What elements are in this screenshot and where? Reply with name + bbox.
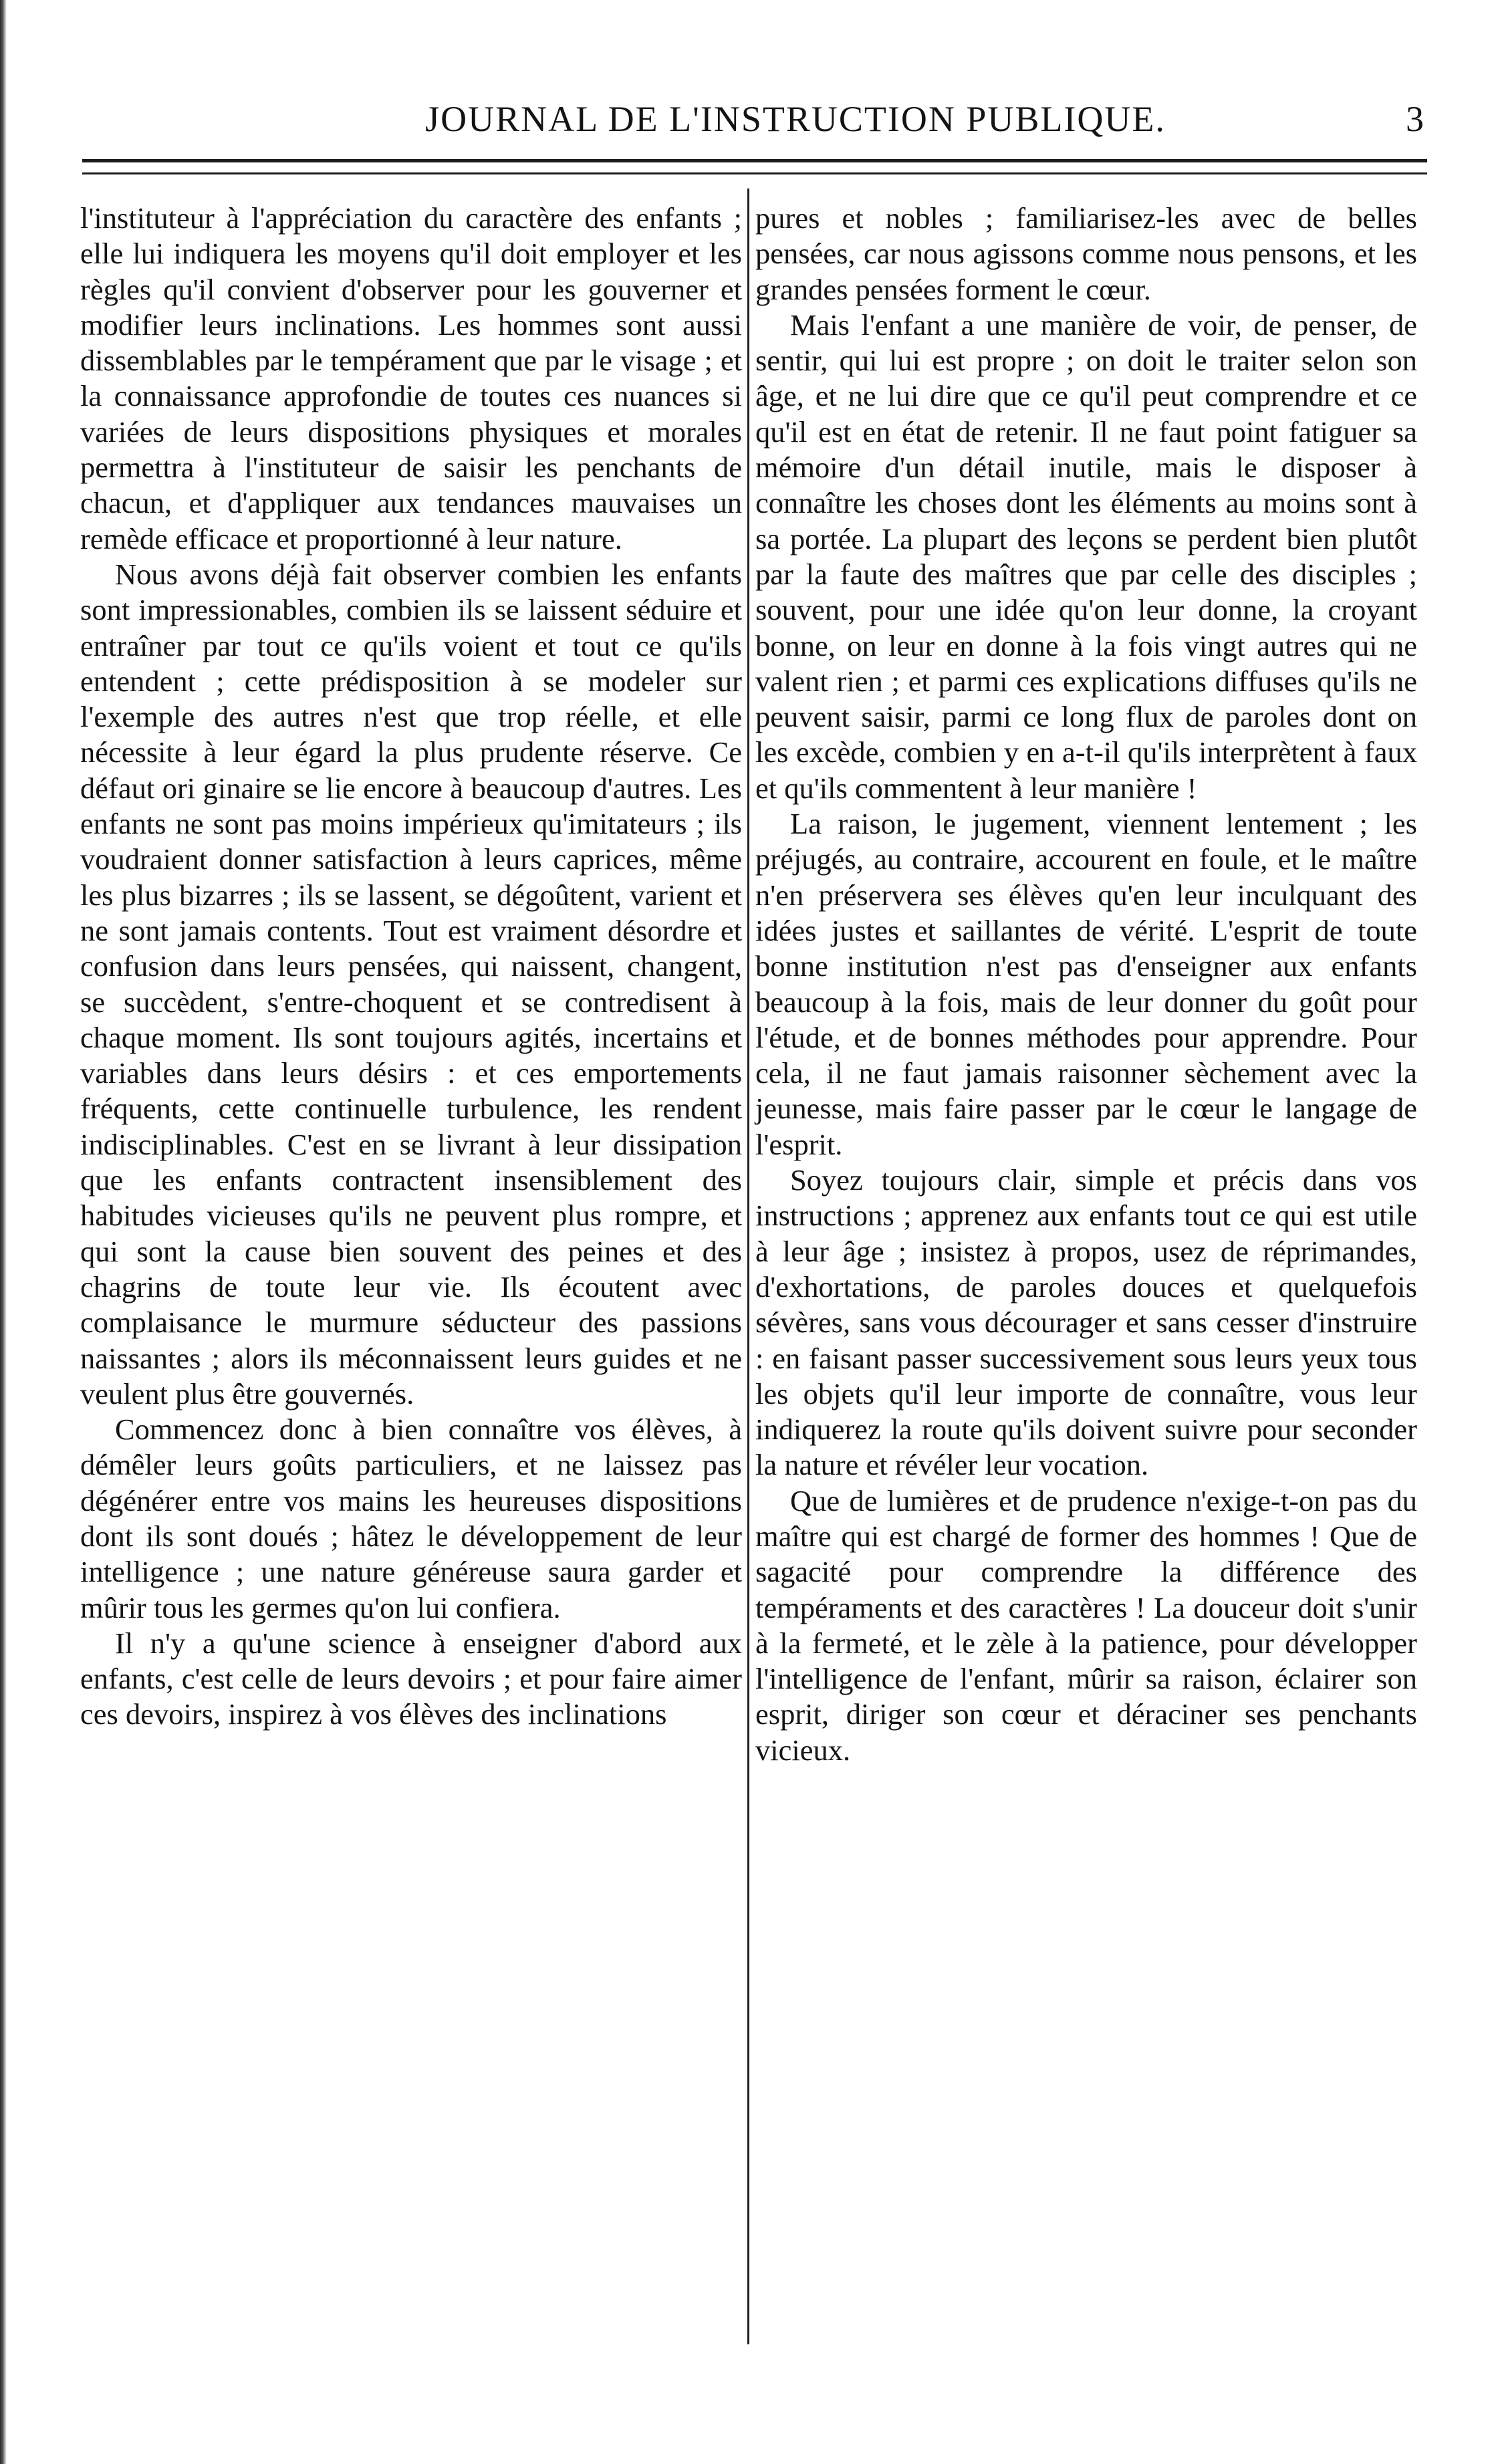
header-rule-bottom <box>82 172 1427 174</box>
paragraph: Soyez toujours clair, simple et précis dans vos instructions ; apprenez aux enfants tout ce qui est utile à leur âge ; insistez à propos, usez de réprimandes, d'exhortations, de paroles douces et quelquefois sévères, sans vous décourager et sans cesser d'instruire : en faisant passer successivement sous leurs yeux tous les objets qu'il leur importe de connaître, vous leur indiquerez la route qu'ils doivent suivre pour seconder la nature et révéler leur vocation. <box>755 1163 1417 1482</box>
paragraph: Commencez donc à bien connaître vos élèves, à démêler leurs goûts particuliers, et ne laissez pas dégénérer entre vos mains les heureuses dispositions dont ils sont doués ; hâtez le développement de leur intelligence ; une nature généreuse saura garder et mûrir tous les germes qu'on lui confiera. <box>80 1412 742 1624</box>
paragraph: La raison, le jugement, viennent lentement ; les préjugés, au contraire, accourent en foule, et le maître n'en préservera ses élèves qu'en leur inculquant des idées justes et saillantes de vérité. L'esprit de toute bonne institution n'est pas d'enseigner aux enfants beaucoup à la fois, mais de leur donner du goût pour l'étude, et de bonnes méthodes pour apprendre. Pour cela, il ne faut jamais raisonner sèchement avec la jeunesse, mais faire passer par le cœur le langage de l'esprit. <box>755 807 1417 1161</box>
binding-edge <box>0 0 7 2464</box>
header-rule-top <box>82 159 1427 162</box>
column-divider <box>747 189 749 2344</box>
paragraph: l'instituteur à l'appréciation du caractère des enfants ; elle lui indiquera les moyens qu'il doit employer et les règles qu'il convient d'observer pour les gouverner et modifier leurs inclinations. Les hommes sont aussi dissemblables par le tempérament que par le visage ; et la connaissance approfondie de toutes ces nuances si variées de leurs dispositions physiques et morales permettra à l'instituteur de saisir les penchants de chacun, et d'appliquer aux tendances mauvaises un remède efficace et proportionné à leur nature. <box>80 201 742 556</box>
right-column <box>755 201 1417 1768</box>
paragraph: pures et nobles ; familiarisez-les avec de belles pensées, car nous agissons comme nous pensons, et les grandes pensées forment le cœur. <box>755 201 1417 306</box>
paragraph: Que de lumières et de prudence n'exige-t-on pas du maître qui est chargé de former des hommes ! Que de sagacité pour comprendre la différence des tempéraments et des caractères ! La douceur doit s'unir à la fermeté, et le zèle à la patience, pour développer l'intelligence de l'enfant, mûrir sa raison, éclairer son esprit, diriger son cœur et déraciner ses penchants vicieux. <box>755 1483 1417 1767</box>
running-title: JOURNAL DE L'INSTRUCTION PUBLIQUE. <box>425 99 1166 139</box>
paragraph: Mais l'enfant a une manière de voir, de penser, de sentir, qui lui est propre ; on doit le traiter selon son âge, et ne lui dire que ce qu'il peut comprendre et ce qu'il est en état de retenir. Il ne faut point fatiguer sa mémoire d'un détail inutile, mais le disposer à connaître les choses dont les éléments au moins sont à sa portée. La plupart des leçons se perdent bien plutôt par la faute des maîtres que par celle des disciples ; souvent, pour une idée qu'on leur donne, la croyant bonne, on leur en donne à la fois vingt autres qui ne valent rien ; et parmi ces explications diffuses qu'ils ne peuvent saisir, parmi ce long flux de paroles dont on les excède, combien y en a-t-il qu'ils interprètent à faux et qu'ils commentent à leur manière ! <box>755 307 1417 805</box>
paragraph: Nous avons déjà fait observer combien les enfants sont impressionables, combien ils se laissent séduire et entraîner par tout ce qu'ils voient et tout ce qu'ils entendent ; cette prédisposition à se modeler sur l'exemple des autres n'est que trop réelle, et elle nécessite à leur égard la plus prudente réserve. Ce défaut ori ginaire se lie encore à beaucoup d'autres. Les enfants ne sont pas moins impérieux qu'imitateurs ; ils voudraient donner satisfaction à leurs caprices, même les plus bizarres ; ils se lassent, se dégoûtent, varient et ne sont jamais contents. Tout est vraiment désordre et confusion dans leurs pensées, qui naissent, changent, se succèdent, s'entre-choquent et se contredisent à chaque moment. Ils sont toujours agités, incertains et variables dans leurs désirs : et ces emportements fréquents, cette continuelle turbulence, les rendent indisciplinables. C'est en se livrant à leur dissipation que les enfants contractent insensiblement des habitudes vicieuses qu'ils ne peuvent plus rompre, et qui sont la cause bien souvent des peines et des chagrins de toute leur vie. Ils écoutent avec complaisance le murmure séducteur des passions naissantes ; alors ils méconnaissent leurs guides et ne veulent plus être gouvernés. <box>80 557 742 1410</box>
page-number: 3 <box>1406 99 1424 139</box>
left-column <box>80 201 742 1733</box>
paragraph: Il n'y a qu'une science à enseigner d'abord aux enfants, c'est celle de leurs devoirs ; et pour faire aimer ces devoirs, inspirez à vos élèves des inclinations <box>80 1626 742 1731</box>
page-header <box>80 92 1424 146</box>
